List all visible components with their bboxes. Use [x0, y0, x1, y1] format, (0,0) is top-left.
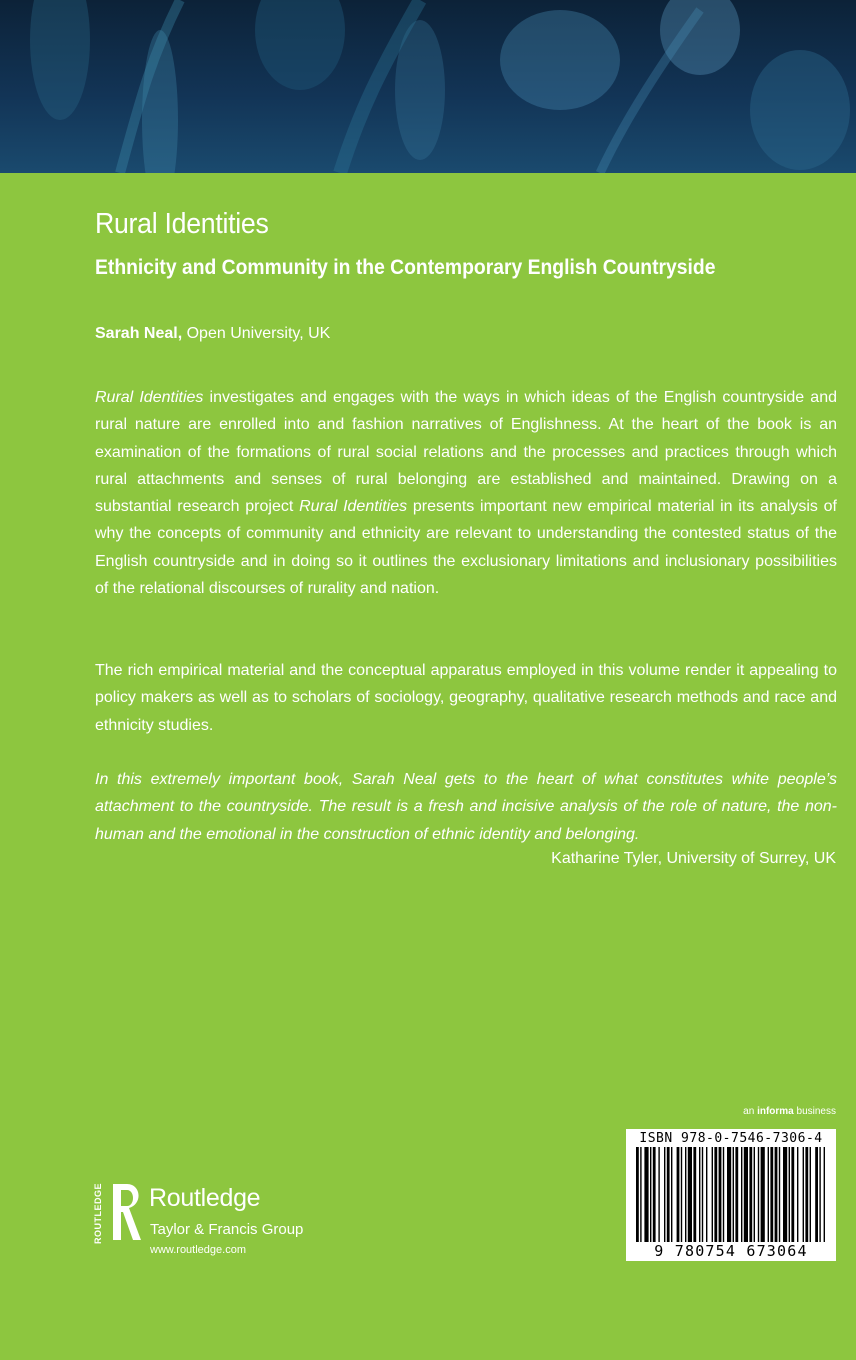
barcode-bar — [754, 1147, 755, 1242]
barcode-bar — [667, 1147, 670, 1242]
publisher-group: Taylor & Francis Group — [150, 1221, 304, 1238]
barcode-bar — [741, 1147, 742, 1242]
description-text-1b: presents important new empirical material in its analysis of why the concepts of community and ethnicity are relevant to understanding the contested status of the English countryside and in doing so it outlines the exclusionary limitations and inclusionary possibilities of the relational discourses of rurality and nation. — [95, 498, 837, 598]
barcode-bar — [797, 1147, 798, 1242]
barcode-bar — [640, 1147, 641, 1242]
description-paragraph-2: The rich empirical material and the conceptual apparatus employed in this volume render it appealing to policy makers as well as to scholars of sociology, geography, qualitative research methods and race and ethnicity studies. — [95, 662, 837, 734]
barcode-bar — [789, 1147, 790, 1242]
endorser-name: Katharine Tyler, University of Surrey, UK — [551, 850, 836, 867]
barcode-bar — [723, 1147, 724, 1242]
barcode-bar — [749, 1147, 752, 1242]
informa-suffix: business — [793, 1106, 836, 1117]
description-text-1a: investigates and engages with the ways in which ideas of the English countryside and rural nature are enrolled into and fashion narratives of Englishness. At the heart of the book is an examination of the formations of rural social relations and the processes and practices through which rural attachments and senses of rural belonging are established and maintained. Drawing on a substantial research project — [95, 389, 838, 516]
barcode-bar — [735, 1147, 738, 1242]
informa-prefix: an — [743, 1106, 758, 1117]
barcode-bar — [650, 1147, 651, 1242]
barcode-bar — [819, 1147, 820, 1242]
barcode-bar — [719, 1147, 722, 1242]
barcode-bar — [688, 1147, 692, 1242]
publisher-logo — [93, 1182, 333, 1262]
routledge-vertical-mark: ROUTLEDGE — [93, 1182, 103, 1244]
barcode-bar — [761, 1147, 765, 1242]
barcode-bar — [702, 1147, 703, 1242]
barcode-bars — [634, 1147, 828, 1242]
barcode-bar — [693, 1147, 696, 1242]
informa-brand: informa — [757, 1106, 794, 1117]
barcode-bar — [644, 1147, 648, 1242]
author-line — [95, 325, 330, 343]
description-paragraph-1 — [95, 384, 837, 602]
barcode-bar — [681, 1147, 682, 1242]
barcode-bar — [636, 1147, 639, 1242]
author-name: Sarah Neal, — [95, 325, 183, 342]
barcode-bar — [803, 1147, 804, 1242]
barcode-bar — [653, 1147, 656, 1242]
barcode-bar — [671, 1147, 672, 1242]
barcode-bar — [775, 1147, 778, 1242]
publisher-url: www.routledge.com — [150, 1244, 246, 1256]
barcode-bar — [791, 1147, 794, 1242]
routledge-r-icon — [107, 1182, 147, 1244]
barcode-bar — [805, 1147, 808, 1242]
barcode-bar — [768, 1147, 769, 1242]
barcode-bar — [758, 1147, 759, 1242]
barcode-bar — [727, 1147, 731, 1242]
barcode-bar — [744, 1147, 748, 1242]
book-title: Rural Identities — [95, 208, 269, 240]
barcode-bar — [770, 1147, 773, 1242]
cover-photo-band — [0, 0, 856, 173]
author-affiliation: Open University, UK — [182, 325, 331, 342]
barcode-bar — [712, 1147, 713, 1242]
publisher-name: Routledge — [149, 1184, 261, 1212]
ean-digits: 9 780754 673064 — [654, 1242, 808, 1260]
barcode-bar — [685, 1147, 686, 1242]
book-title-italic: Rural Identities — [95, 389, 204, 406]
barcode-bar — [658, 1147, 659, 1242]
barcode-bar — [733, 1147, 734, 1242]
barcode-bar — [824, 1147, 825, 1242]
book-title-italic-2: Rural Identities — [299, 498, 408, 516]
isbn-label: ISBN 978-0-7546-7306-4 — [639, 1131, 823, 1146]
barcode-bar — [810, 1147, 811, 1242]
barcode-bar — [699, 1147, 700, 1242]
barcode-bar — [815, 1147, 818, 1242]
barcode-bar — [779, 1147, 780, 1242]
barcode-bar — [664, 1147, 665, 1242]
barcode-bar — [714, 1147, 717, 1242]
barcode-bar — [783, 1147, 787, 1242]
informa-tagline — [743, 1106, 836, 1117]
barcode-bar — [706, 1147, 707, 1242]
endorsement-quote: In this extremely important book, Sarah Neal gets to the heart of what constitutes white people’s attachment to the countryside. The result is a fresh and incisive analysis of the role of nature, the non-human and the emotional in the construction of ethnic identity and belonging. — [95, 771, 837, 843]
book-subtitle: Ethnicity and Community in the Contemporary English Countryside — [95, 256, 716, 279]
isbn-barcode — [626, 1129, 836, 1261]
barcode-bar — [677, 1147, 680, 1242]
foliage-photo — [0, 0, 856, 173]
